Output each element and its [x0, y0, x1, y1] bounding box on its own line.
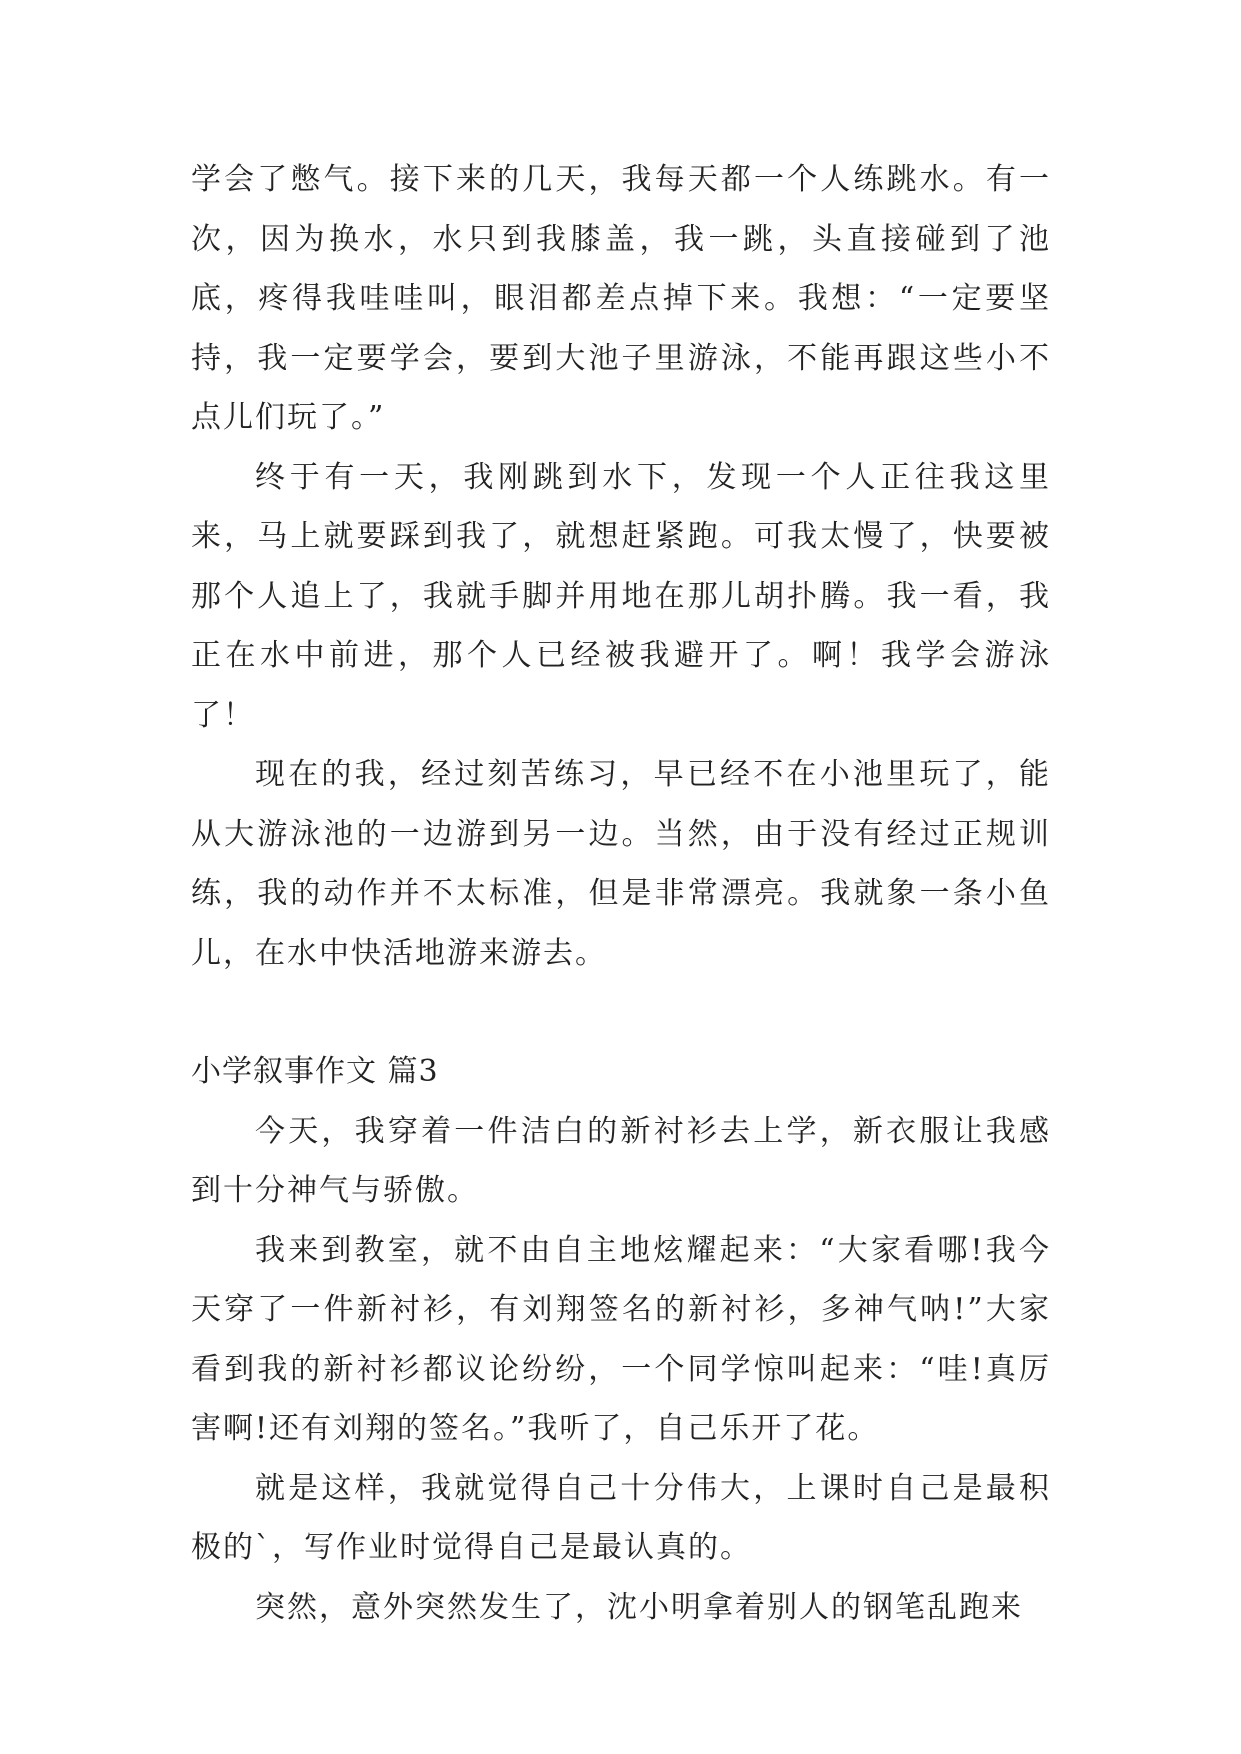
- section-heading: 小学叙事作文 篇3: [191, 1054, 439, 1089]
- paragraph-5: 我来到教室，就不由自主地炫耀起来：“大家看哪!我今天穿了一件新衬衫，有刘翔签名的新衬衫，多神气呐!”大家看到我的新衬衫都议论纷纷，一个同学惊叫起来：“哇!真厉害啊!还有刘翔的签名。”我听了，自己乐开了花。: [191, 1232, 1051, 1446]
- paragraph-4: 今天，我穿着一件洁白的新衬衫去上学，新衣服让我感到十分神气与骄傲。: [191, 1113, 1051, 1208]
- paragraph-7: 突然，意外突然发生了，沈小明拿着别人的钢笔乱跑来: [255, 1589, 1023, 1625]
- paragraph-3: 现在的我，经过刻苦练习，早已经不在小池里玩了，能从大游泳池的一边游到另一边。当然，由于没有经过正规训练，我的动作并不太标准，但是非常漂亮。我就象一条小鱼儿，在水中快活地游来游去。: [191, 757, 1051, 971]
- document-body: [191, 150, 1051, 1637]
- paragraph-2: 终于有一天，我刚跳到水下，发现一个人正往我这里来，马上就要踩到我了，就想赶紧跑。可我太慢了，快要被那个人追上了，我就手脚并用地在那儿胡扑腾。我一看，我正在水中前进，那个人已经被我避开了。啊！我学会游泳了！: [191, 459, 1051, 733]
- paragraph-1: 学会了憋气。接下来的几天，我每天都一个人练跳水。有一次，因为换水，水只到我膝盖，我一跳，头直接碰到了池底，疼得我哇哇叫，眼泪都差点掉下来。我想：“一定要坚持，我一定要学会，要到大池子里游泳，不能再跟这些小不点儿们玩了。”: [191, 162, 1051, 435]
- paragraph-6: 就是这样，我就觉得自己十分伟大，上课时自己是最积极的`，写作业时觉得自己是最认真的。: [191, 1470, 1051, 1565]
